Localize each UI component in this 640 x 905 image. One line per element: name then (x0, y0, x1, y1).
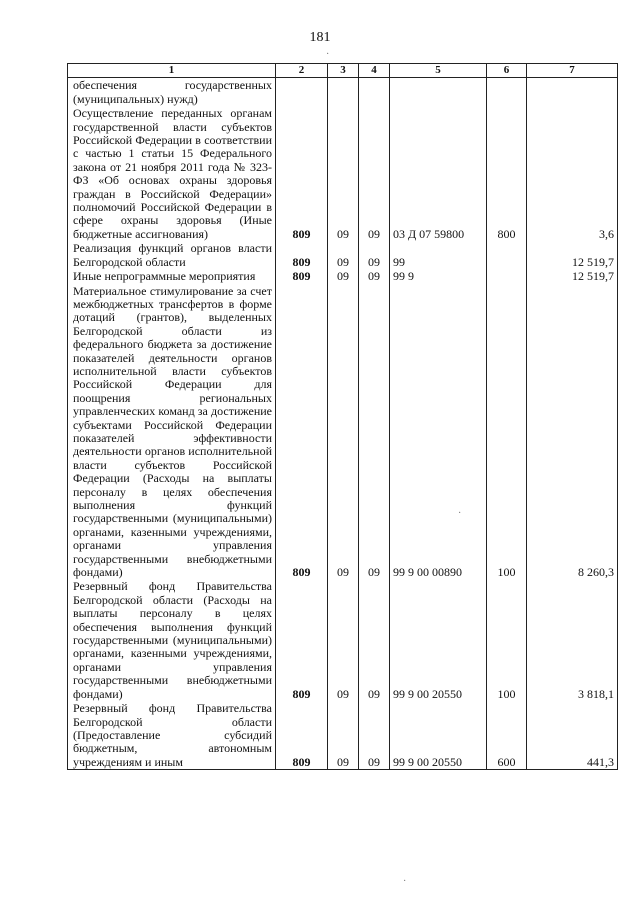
cell-grbs: 809 (276, 241, 328, 269)
table-row (68, 701, 618, 770)
cell-section: 09 (328, 284, 359, 580)
column-header: 1 (68, 64, 276, 78)
cell-subsection: 09 (359, 579, 390, 701)
cell-grbs: 809 (276, 701, 328, 770)
cell-expense-type (487, 241, 527, 269)
cell-sum: 3 818,1 (527, 579, 618, 701)
cell-section: 09 (328, 241, 359, 269)
table-row (68, 78, 618, 106)
table-row (68, 269, 618, 283)
cell-expense-type: 800 (487, 106, 527, 241)
cell-section: 09 (328, 106, 359, 241)
cell-expense-type: 100 (487, 579, 527, 701)
cell-section: 09 (328, 701, 359, 770)
cell-expense-type (487, 78, 527, 106)
cell-target-article: 99 9 00 20550 (390, 701, 487, 770)
column-header: 5 (390, 64, 487, 78)
row-description: Резервный фонд Правительства Белгородской области (Расходы на выплаты персоналу в целях обеспечения выполнения функций государственными (муниципальными) органами, казенными учреждениями, органами управления государственными внебюджетными фондами) (68, 579, 276, 701)
table-row (68, 106, 618, 241)
cell-subsection: 09 (359, 106, 390, 241)
cell-expense-type: 100 (487, 284, 527, 580)
cell-expense-type: 600 (487, 701, 527, 770)
cell-section (328, 78, 359, 106)
column-header: 6 (487, 64, 527, 78)
cell-grbs: 809 (276, 269, 328, 283)
column-header: 3 (328, 64, 359, 78)
row-description: Реализация функций органов власти Белгородской области (68, 241, 276, 269)
cell-sum: 12 519,7 (527, 269, 618, 283)
cell-sum: 441,3 (527, 701, 618, 770)
cell-subsection: 09 (359, 241, 390, 269)
table-row (68, 241, 618, 269)
cell-target-article: 99 (390, 241, 487, 269)
cell-target-article: 99 9 00 20550 (390, 579, 487, 701)
page-number: 181 (309, 30, 331, 45)
cell-subsection: 09 (359, 269, 390, 283)
column-header: 4 (359, 64, 390, 78)
scan-speck: · (458, 508, 462, 519)
cell-subsection: 09 (359, 701, 390, 770)
cell-section: 09 (328, 269, 359, 283)
scan-speck: · (403, 876, 407, 887)
table-row (68, 284, 618, 580)
row-description: Иные непрограммные мероприятия (68, 269, 276, 283)
cell-subsection (359, 78, 390, 106)
cell-grbs: 809 (276, 106, 328, 241)
cell-section: 09 (328, 579, 359, 701)
row-description: Осуществление переданных органам государственной власти субъектов Российской Федерации в соответствии с частью 1 статьи 15 Федерального закона от 21 ноября 2011 года № 323-ФЗ «Об основах охраны здоровья граждан в Российской Федерации» полномочий Российской Федерации в сфере охраны здоровья (Иные бюджетные ассигнования) (68, 106, 276, 241)
row-description: Материальное стимулирование за счет межбюджетных трансфертов в форме дотаций (грантов), выделенных Белгородской области из федерального бюджета за достижение показателей деятельности органов исполнительной власти субъектов Российской Федерации для поощрения региональных управленческих команд за достижение субъектами Российской Федерации показателей эффективности деятельности органов исполнительной власти субъектов Российской Федерации (Расходы на выплаты персоналу в целях обеспечения выполнения функций государственными (муниципальными) органами, казенными учреждениями, органами управления государственными внебюджетными фондами) (68, 284, 276, 580)
column-header: 2 (276, 64, 328, 78)
row-description: Резервный фонд Правительства Белгородской области (Предоставление субсидий бюджетным, автономным учреждениям и иным (68, 701, 276, 770)
cell-expense-type (487, 269, 527, 283)
cell-target-article: 03 Д 07 59800 (390, 106, 487, 241)
cell-subsection: 09 (359, 284, 390, 580)
cell-target-article: 99 9 (390, 269, 487, 283)
cell-grbs: 809 (276, 284, 328, 580)
scan-speck: · (326, 49, 330, 60)
table-header-row (68, 64, 618, 78)
cell-sum: 12 519,7 (527, 241, 618, 269)
cell-grbs: 809 (276, 579, 328, 701)
cell-target-article (390, 78, 487, 106)
table-row (68, 579, 618, 701)
cell-sum (527, 78, 618, 106)
column-header: 7 (527, 64, 618, 78)
cell-target-article: 99 9 00 00890 (390, 284, 487, 580)
cell-sum: 8 260,3 (527, 284, 618, 580)
budget-table (67, 63, 618, 770)
row-description: обеспечения государственных (муниципальных) нужд) (68, 78, 276, 106)
cell-grbs (276, 78, 328, 106)
cell-sum: 3,6 (527, 106, 618, 241)
